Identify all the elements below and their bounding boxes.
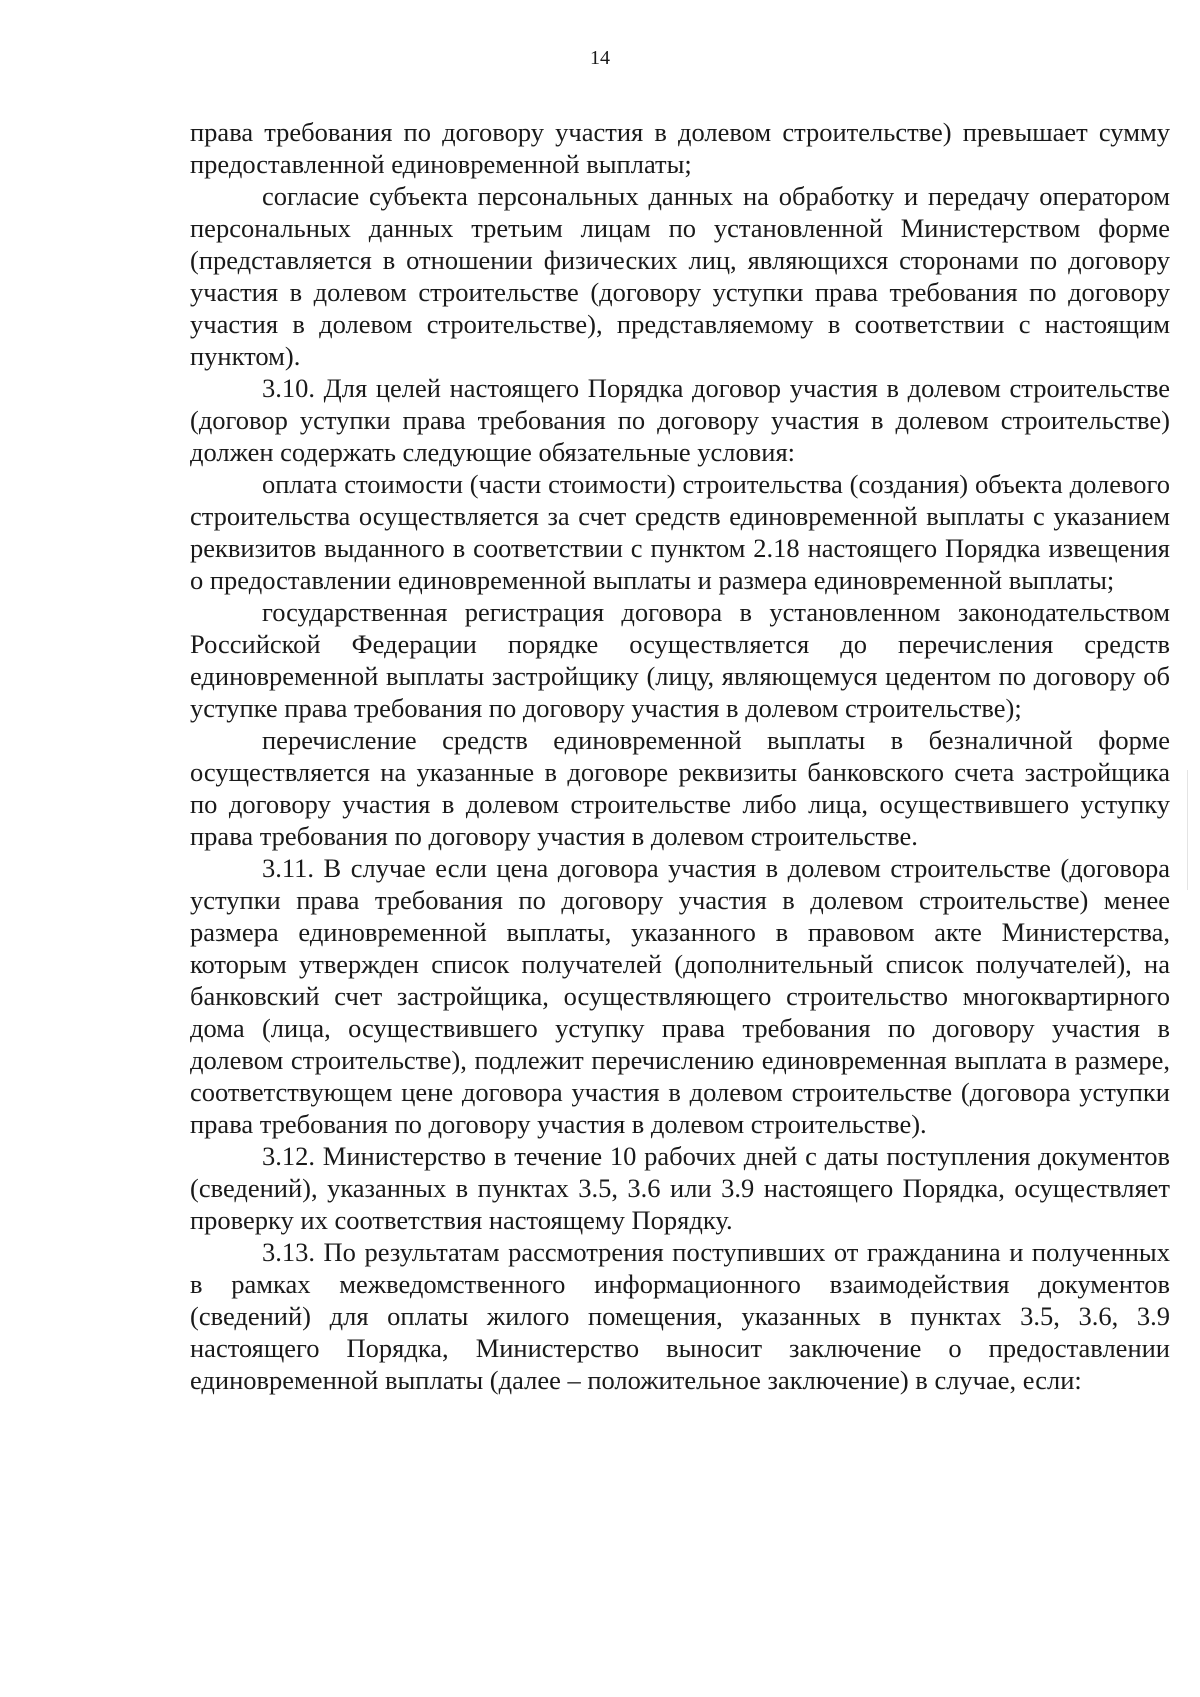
document-body bbox=[190, 116, 1170, 1396]
paragraph-continuation: права требования по договору участия в долевом строительстве) превышает сумму предоставленной единовременной выплаты; bbox=[190, 117, 1170, 179]
paragraph-registration-condition: государственная регистрация договора в установленном законодательством Российской Федерации порядке осуществляется до перечисления средств единовременной выплаты застройщику (лицу, являющемуся цедентом по договору об уступке права требования по договору участия в долевом строительстве); bbox=[190, 597, 1170, 723]
paragraph-consent: согласие субъекта персональных данных на обработку и передачу оператором персональных данных третьим лицам по установленной Министерством форме (представляется в отношении физических лиц, являющихся сторонами по договору участия в долевом строительстве (договору уступки права требования по договору участия в долевом строительстве), представляемому в соответствии с настоящим пунктом). bbox=[190, 181, 1170, 371]
paragraph-3-12: 3.12. Министерство в течение 10 рабочих дней с даты поступления документов (сведений), указанных в пунктах 3.5, 3.6 или 3.9 настоящего Порядка, осуществляет проверку их соответствия настоящему Порядку. bbox=[190, 1141, 1170, 1235]
paragraph-3-11: 3.11. В случае если цена договора участия в долевом строительстве (договора уступки права требования по договору участия в долевом строительстве) менее размера единовременной выплаты, указанного в правовом акте Министерства, которым утвержден список получателей (дополнительный список получателей), на банковский счет застройщика, осуществляющего строительство многоквартирного дома (лица, осуществившего уступку права требования по договору участия в долевом строительстве), подлежит перечислению единовременная выплата в размере, соответствующем цене договора участия в долевом строительстве (договора уступки права требования по договору участия в долевом строительстве). bbox=[190, 853, 1170, 1139]
scan-edge-line bbox=[1187, 770, 1188, 890]
page-number: 14 bbox=[590, 47, 610, 69]
paragraph-transfer-condition: перечисление средств единовременной выплаты в безналичной форме осуществляется на указанные в договоре реквизиты банковского счета застройщика по договору участия в долевом строительстве либо лица, осуществившего уступку права требования по договору участия в долевом строительстве. bbox=[190, 725, 1170, 851]
paragraph-3-13: 3.13. По результатам рассмотрения поступивших от гражданина и полученных в рамках межведомственного информационного взаимодействия документов (сведений) для оплаты жилого помещения, указанных в пунктах 3.5, 3.6, 3.9 настоящего Порядка, Министерство выносит заключение о предоставлении единовременной выплаты (далее – положительное заключение) в случае, если: bbox=[190, 1237, 1170, 1395]
paragraph-payment-condition: оплата стоимости (части стоимости) строительства (создания) объекта долевого строительства осуществляется за счет средств единовременной выплаты с указанием реквизитов выданного в соответствии с пунктом 2.18 настоящего Порядка извещения о предоставлении единовременной выплаты и размера единовременной выплаты; bbox=[190, 469, 1170, 595]
paragraph-3-10: 3.10. Для целей настоящего Порядка договор участия в долевом строительстве (договор уступки права требования по договору участия в долевом строительстве) должен содержать следующие обязательные условия: bbox=[190, 373, 1170, 467]
